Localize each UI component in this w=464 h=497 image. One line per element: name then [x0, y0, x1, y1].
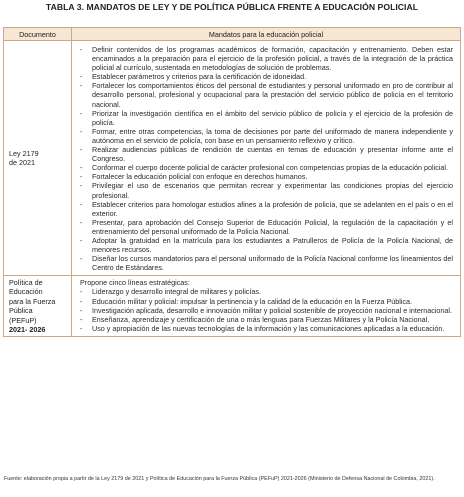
strategic-lines-list	[80, 287, 453, 332]
strategic-lines-intro: Propone cinco líneas estratégicas:	[80, 278, 190, 288]
list-item-text: Investigación aplicada, desarrollo e innovación militar y policial sostenible de proyección nacional e internacional.	[92, 305, 452, 315]
list-item-text: Realizar audiencias públicas de rendición de cuentas en temas de educación y presentar informe ante el Congreso.	[92, 145, 453, 164]
list-item	[80, 297, 453, 306]
bullet-dash: -	[80, 217, 83, 227]
table-row	[4, 41, 461, 276]
list-item	[80, 236, 453, 254]
list-item	[80, 287, 453, 296]
list-item-text: Establecer parámetros y criterios para la certificación de idoneidad.	[92, 72, 307, 82]
list-item-text: Presentar, para aprobación del Consejo Superior de Educación Policial, la regulación de la capacitación y el entrenamiento del personal uniformado de la Policía Nacional.	[92, 217, 453, 236]
document-line: Ley 2179	[9, 148, 39, 158]
list-item-text: Privilegiar el uso de escenarios que permitan recrear y experimentar las condiciones propias del ejercicio profesional.	[92, 181, 453, 200]
list-item	[80, 163, 453, 172]
mandates-cell	[72, 41, 461, 276]
document-line: Educación	[9, 287, 43, 297]
header-row	[4, 28, 461, 41]
list-item	[80, 81, 453, 108]
list-item	[80, 200, 453, 218]
bullet-dash: -	[80, 296, 83, 306]
list-item	[80, 45, 453, 72]
document-cell	[4, 41, 72, 276]
bullet-dash: -	[80, 163, 83, 173]
list-item-text: Enseñanza, aprendizaje y certificación de una o más lenguas para Fuerzas Militares y la Policía Nacional.	[92, 314, 430, 324]
list-item	[80, 127, 453, 145]
list-item	[80, 315, 453, 324]
document-line: (PEFuP)	[9, 315, 37, 325]
list-item-text: Fortalecer la educación policial con enfoque en derechos humanos.	[92, 172, 308, 182]
list-item-text: Formar, entre otras competencias, la toma de decisiones por parte del uniformado de manera independiente y autónoma en el servicio de policía, con base en un pensamiento reflexivo y crítico.	[92, 126, 453, 145]
list-item	[80, 181, 453, 199]
mandates-cell	[72, 276, 461, 337]
bullet-dash: -	[80, 199, 83, 209]
list-item-text: Establecer criterios para homologar estudios afines a la profesión de policía, que se adelanten en el país o en el exterior.	[92, 199, 453, 218]
bullet-dash: -	[80, 287, 83, 297]
list-item	[80, 145, 453, 163]
list-item	[80, 254, 453, 272]
list-item-text: Uso y apropiación de las nuevas tecnologías de la información y las comunicaciones aplicadas a la educación.	[92, 323, 445, 333]
document-line: Pública	[9, 306, 33, 316]
list-item-text: Diseñar los cursos mandatorios para el personal uniformado de la Policía Nacional conforme los lineamientos del Centro de Estándares.	[92, 254, 453, 273]
list-item-text: Priorizar la investigación científica en el ámbito del servicio público de policía y el ejercicio de la profesión de policía.	[92, 108, 453, 127]
bullet-dash: -	[80, 305, 83, 315]
bullet-dash: -	[80, 314, 83, 324]
bullet-dash: -	[80, 323, 83, 333]
list-item-text: Adoptar la gratuidad en la matrícula para los estudiantes a Patrulleros de Policía de la Policía Nacional, de menores recursos.	[92, 235, 453, 255]
list-item	[80, 218, 453, 236]
list-item	[80, 72, 453, 81]
document-cell	[4, 276, 72, 337]
bullet-dash: -	[80, 172, 83, 182]
bullet-dash: -	[80, 81, 83, 91]
bullet-dash: -	[80, 181, 83, 191]
bullet-dash: -	[80, 45, 83, 54]
bullet-dash: -	[80, 145, 83, 155]
list-item-text: Conformar el cuerpo docente policial de carácter profesional con competencias propias de la educación policial.	[92, 163, 448, 173]
document-line: para la Fuerza	[9, 296, 56, 306]
table-row	[4, 276, 461, 337]
mandates-list	[80, 45, 453, 272]
bullet-dash: -	[80, 254, 83, 264]
list-item-text: Educación militar y policial: impulsar la pertinencia y la calidad de la educación en la Fuerza Pública.	[92, 296, 413, 306]
mandates-table	[3, 27, 461, 337]
table-title: TABLA 3. MANDATOS DE LEY Y DE POLÍTICA PÚBLICA FRENTE A EDUCACIÓN POLICIAL	[45, 2, 419, 12]
document-line: Política de	[9, 277, 43, 287]
document-years: 2021- 2026	[9, 324, 46, 334]
table-header	[4, 28, 461, 41]
list-item	[80, 324, 453, 333]
list-item-text: Definir contenidos de los programas académicos de formación, capacitación y entrenamiento. Deben estar encaminados a la preparación para el ejercicio de la profesión policial, a través de la integración de la práctica policial al currículo, sustentada en metodologías de solución de problemas.	[92, 45, 453, 73]
header-mandates: Mandatos para la educación policial	[72, 28, 461, 41]
document-line: de 2021	[9, 158, 35, 168]
list-item	[80, 306, 453, 315]
bullet-dash: -	[80, 108, 83, 118]
source-note: Fuente: elaboración propia a partir de la Ley 2179 de 2021 y Política de Educación para la Fuerza Pública (PEFuP) 2021-2026 (Ministerio de Defensa Nacional de Colombia, 2021).	[4, 476, 435, 482]
bullet-dash: -	[80, 126, 83, 136]
list-item	[80, 172, 453, 181]
list-item-text: Fortalecer los comportamientos éticos del personal de estudiantes y personal uniformado en pro de contribuir al desarrollo personal, profesional y ocupacional para la prestación del servicio público de policía en el territorio nacional.	[92, 81, 453, 109]
list-item	[80, 109, 453, 127]
list-item-text: Liderazgo y desarrollo integral de militares y policías.	[92, 287, 261, 297]
bullet-dash: -	[80, 235, 83, 245]
header-document: Documento	[4, 28, 72, 41]
bullet-dash: -	[80, 72, 83, 82]
